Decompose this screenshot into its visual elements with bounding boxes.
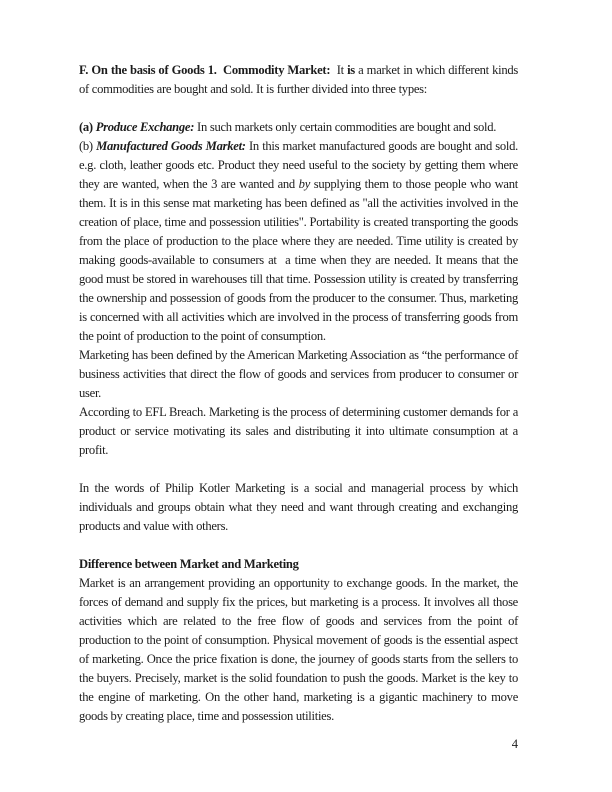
- difference-paragraph: Market is an arrangement providing an opportunity to exchange goods. In the market, the forces of demand and supply fix the prices, but marketing is a process. It involves all those activities which are related to the free flow of goods and services from the point of production to the point of consumption. Physical movement of goods is the essential aspect of marketing. Once the price fixation is done, the journey of goods starts from the sellers to the buyers. Precisely, market is the solid foundation to push the goods. Market is the key to the engine of marketing. On the other hand, marketing is a gigantic machinery to move goods by creating place, time and possession utilities.: [79, 576, 518, 723]
- intro-paragraph: [79, 61, 518, 99]
- difference-heading: Difference between Market and Marketing: [79, 557, 299, 571]
- item-a-title: Produce Exchange:: [95, 120, 195, 134]
- intro-is-bold-run: is: [347, 63, 355, 77]
- philip-kotler-paragraph: In the words of Philip Kotler Marketing is a social and managerial process by which individuals and groups obtain what they need and want through creating and exchanging products and value with others.: [79, 481, 518, 533]
- item-b-body-2: supplying them to those people who want them. It is in this sense mat marketing has been defined as "all the activities involved in the creation of place, time and possession utilities". Portability is created transporting the goods from the place of production to the place where they are needed. Time utility is created by making goods-available to consumers at a time when they are needed. It means that the good must be stored in warehouses till that time. Possession utility is created by transferring the ownership and possession of goods from the producer to the consumer. Thus, marketing is concerned with all activities which are involved in the process of transferring goods from the point of production to the point of consumption.: [79, 177, 518, 343]
- intro-rest-run: a market in which different kinds of commodities are bought and sold. It is further divided into three types:: [79, 63, 518, 96]
- intro-heading-run: F. On the basis of Goods 1. Commodity Market:: [79, 63, 334, 77]
- item-a-label: (a): [79, 120, 96, 134]
- efl-breach-paragraph: According to EFL Breach. Marketing is the process of determining customer demands for a product or service motivating its sales and distributing it into ultimate consumption at a profit.: [79, 405, 518, 457]
- item-b-title: Manufactured Goods Market:: [96, 139, 246, 153]
- item-b-label: (b): [79, 139, 97, 153]
- manufactured-goods-item: [79, 137, 518, 346]
- ama-definition-paragraph: Marketing has been defined by the American Marketing Association as “the performance of business activities that direct the flow of goods and services from producer to consumer or user.: [79, 348, 518, 400]
- intro-mid-run: It: [333, 63, 348, 77]
- item-b-by-italic: by: [298, 177, 310, 191]
- page-number: 4: [511, 737, 518, 751]
- item-a-body: In such markets only certain commodities are bought and sold.: [194, 120, 497, 134]
- produce-exchange-item: [79, 118, 518, 137]
- item-b-body-1: In this market manufactured goods are bought and sold. e.g. cloth, leather goods etc. Product they need useful to the society by getting them where they are wanted, when the 3 are wanted and: [79, 139, 518, 191]
